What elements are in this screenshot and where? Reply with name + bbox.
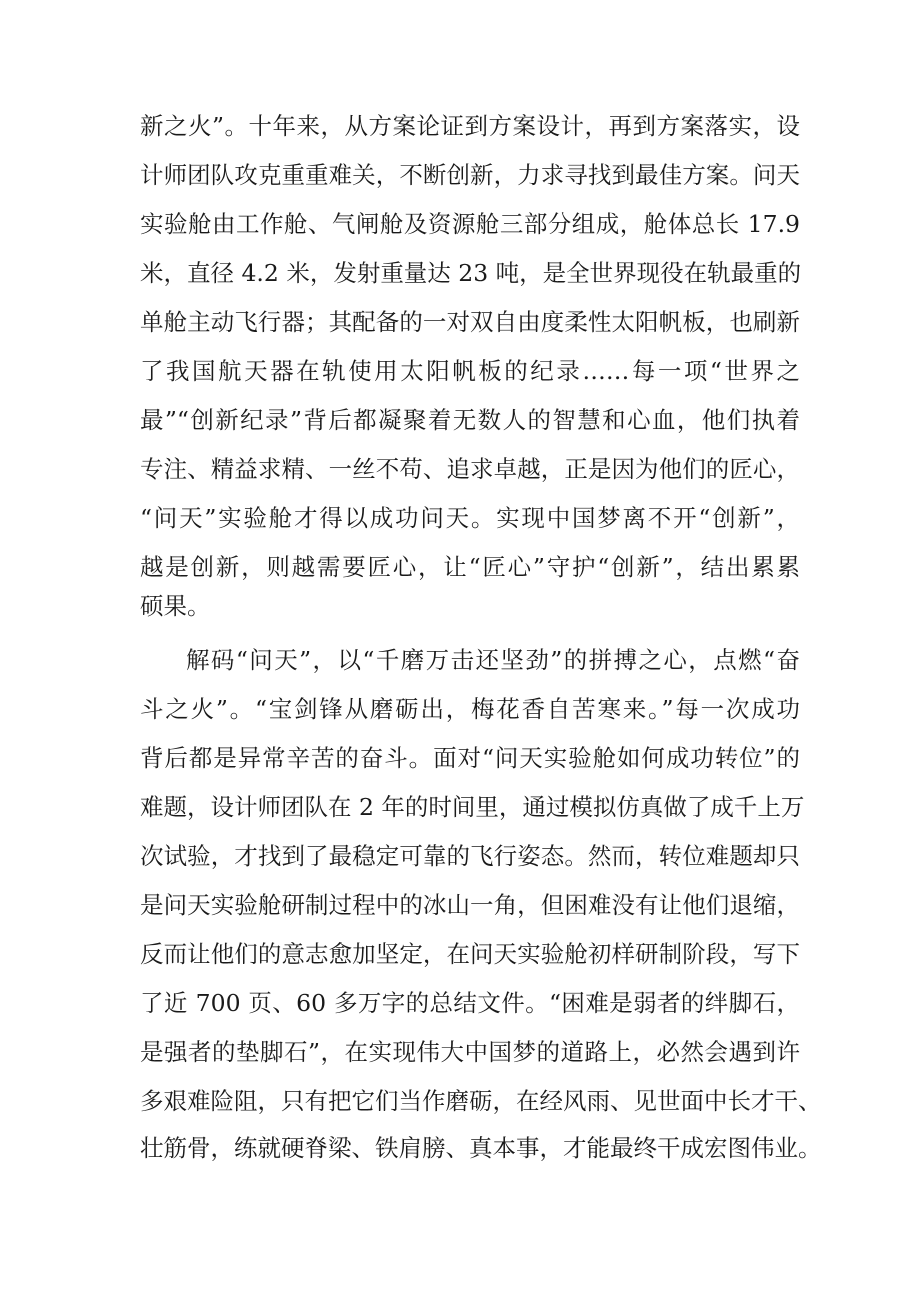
paragraph-line: 背后都是异常辛苦的奋斗。面对“问天实验舱如何成功转位”的 [140, 744, 800, 772]
paragraph-line: 越是创新，则越需要匠心，让“匠心”守护“创新”，结出累累 [140, 553, 800, 581]
paragraph-line: 了我国航天器在轨使用太阳帆板的纪录……每一项“世界之 [140, 357, 800, 385]
paragraph-line: 新之火”。十年来，从方案论证到方案设计，再到方案落实，设 [140, 112, 800, 140]
paragraph-line: 专注、精益求精、一丝不苟、追求卓越，正是因为他们的匠心， [140, 455, 800, 483]
paragraph-line: 难题，设计师团队在 2 年的时间里，通过模拟仿真做了成千上万 [140, 793, 805, 821]
paragraph-line: 单舱主动飞行器；其配备的一对双自由度柔性太阳帆板，也刷新 [140, 308, 800, 336]
paragraph-line: 最”“创新纪录”背后都凝聚着无数人的智慧和心血，他们执着 [140, 406, 800, 434]
paragraph-line: 多艰难险阻，只有把它们当作磨砺，在经风雨、见世面中长才干、 [140, 1087, 822, 1115]
paragraph-line: 是强者的垫脚石”，在实现伟大中国梦的道路上，必然会遇到许 [140, 1038, 800, 1066]
paragraph-line: 了近 700 页、60 多万字的总结文件。“困难是弱者的绊脚石， [140, 989, 800, 1017]
paragraph-line: 解码“问天”，以“千磨万击还坚劲”的拼搏之心，点燃“奋 [186, 646, 800, 674]
paragraph-line: 壮筋骨，练就硬脊梁、铁肩膀、真本事，才能最终干成宏图伟业。 [140, 1134, 822, 1162]
paragraph-line: 反而让他们的意志愈加坚定，在问天实验舱初样研制阶段，写下 [140, 940, 800, 968]
paragraph-line: “问天”实验舱才得以成功问天。实现中国梦离不开“创新”， [140, 504, 800, 532]
paragraph-line: 是问天实验舱研制过程中的冰山一角，但困难没有让他们退缩， [140, 891, 800, 919]
paragraph-line: 次试验，才找到了最稳定可靠的飞行姿态。然而，转位难题却只 [140, 842, 800, 870]
paragraph-line: 计师团队攻克重重难关，不断创新，力求寻找到最佳方案。问天 [140, 161, 800, 189]
paragraph-line: 斗之火”。“宝剑锋从磨砺出，梅花香自苦寒来。”每一次成功 [140, 695, 800, 723]
paragraph-line: 硕果。 [140, 592, 211, 620]
paragraph-line: 实验舱由工作舱、气闸舱及资源舱三部分组成，舱体总长 17.9 [140, 210, 800, 238]
paragraph-line: 米，直径 4.2 米，发射重量达 23 吨，是全世界现役在轨最重的 [140, 259, 802, 287]
